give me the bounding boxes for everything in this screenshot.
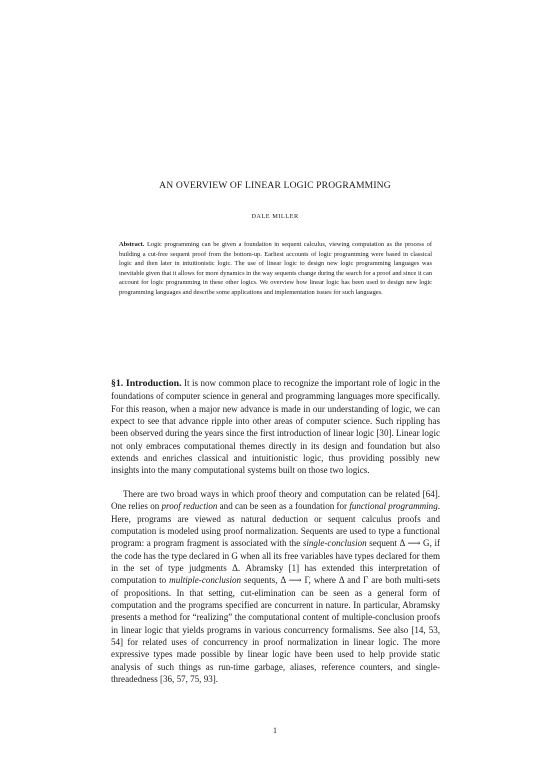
section-heading: §1. Introduction. bbox=[111, 378, 182, 389]
p2-emphasis-functional-programming: functional programming bbox=[349, 501, 438, 512]
p2-emphasis-single-conclusion: single-conclusion bbox=[302, 538, 367, 549]
page-number: 1 bbox=[273, 726, 277, 735]
intro-paragraph-1 bbox=[111, 377, 440, 477]
p2-text-a: There are two broad ways in which proof theory and computation can be related [64]. One relies on bbox=[111, 489, 440, 512]
abstract-label: Abstract. bbox=[119, 241, 145, 248]
p2-text-b: and can be seen as a foundation for bbox=[217, 501, 350, 512]
p2-emphasis-proof-reduction: proof reduction bbox=[161, 501, 218, 512]
intro-paragraph-1-text: It is now common place to recognize the important role of logic in the foundations of computer science in general and programming languages more specifically. For this reason, when a major new advance is made in our understanding of logic, we can expect to see that advance ripple into other areas of computer science. Such rippling has been observed during the years since the first introduction of linear logic [30]. Linear logic not only embraces computational themes directly in its design and foundation but also extends and enriches classical and intuitionistic logic, thus providing possibly new insights into the many computational systems built on those two logics. bbox=[111, 378, 440, 476]
p2-text-d: sequent Δ ⟶ G, if the code has the type declared in G when all its free variables have types declared for them in the set of type judgments Δ. Abramsky [1] has extended this interpretation of computation to bbox=[111, 538, 440, 586]
abstract-text: Logic programming can be given a foundation in sequent calculus, viewing computation as the process of building a cut-free sequent proof from the bottom-up. Earliest accounts of logic programming were based in classical logic and then later in intuitionistic logic. The use of linear logic to design new logic programming languages was inevitable given that it allows for more dynamics in the way sequents change during the search for a proof and since it can account for logic programming in these other logics. We overview how linear logic has been used to design new logic programming languages and describe some applications and implementation issues for such languages. bbox=[119, 241, 432, 296]
paper-title: AN OVERVIEW OF LINEAR LOGIC PROGRAMMING bbox=[159, 180, 391, 191]
p2-emphasis-multiple-conclusion: multiple-conclusion bbox=[169, 575, 242, 586]
p2-text-e: sequents, Δ ⟶ Γ, where Δ and Γ are both multi-sets of propositions. In that setting, cut-elimination can be seen as a general form of computation and the programs specified are concurrent in nature. In particular, Abramsky presents a method for “realizing” the computational content of multiple-conclusion proofs in linear logic that yields programs in various concurrency formalisms. See also [14, 53, 54] for related uses of concurrency in proof normalization in linear logic. The more expressive types made possible by linear logic have been used to help provide static analysis of such things as run-time garbage, aliases, reference counters, and single-threadedness [36, 57, 75, 93]. bbox=[111, 575, 440, 685]
paper-author: DALE MILLER bbox=[251, 213, 299, 220]
abstract bbox=[119, 240, 432, 297]
p2-text-c: . Here, programs are viewed as natural deduction or sequent calculus proofs and computation is modeled using proof normalization. Sequents are used to type a functional program: a program fragment is associated with the bbox=[111, 501, 440, 549]
intro-paragraph-2 bbox=[111, 488, 440, 686]
